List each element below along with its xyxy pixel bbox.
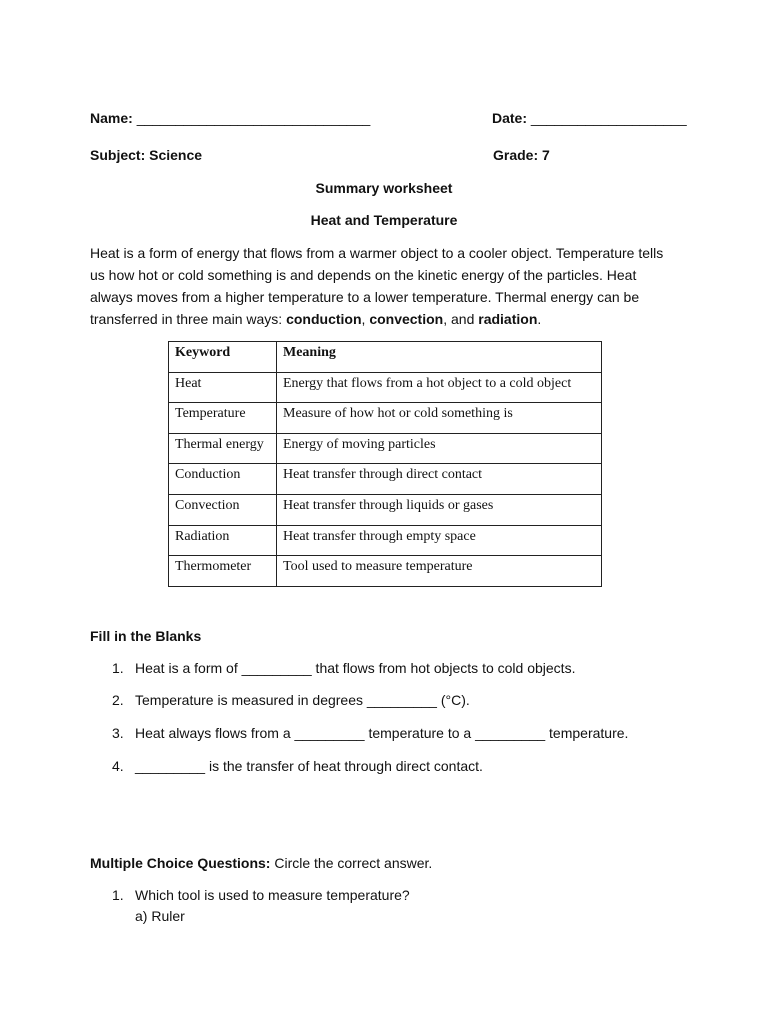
intro-text: Heat is a form of energy that flows from a warmer object to a cooler object. Temperature tells us how hot or cold something is and depends on the kinetic energy of the particles. Heat always moves from a higher temperature to a lower temperature. Thermal energy can be transferred in three main ways: <box>90 245 664 327</box>
name-label: Name: <box>90 110 133 126</box>
keyword-cell: Temperature <box>169 403 277 434</box>
term-conduction: conduction <box>286 311 362 327</box>
keyword-cell: Radiation <box>169 525 277 556</box>
question-text: Which tool is used to measure temperature? <box>135 887 410 903</box>
table-row <box>169 556 602 587</box>
term-radiation: radiation <box>478 311 538 327</box>
list-item <box>112 887 410 903</box>
item-text: Heat always flows from a _________ temperature to a _________ temperature. <box>135 725 629 741</box>
date-label: Date: <box>492 110 528 126</box>
name-field <box>90 110 370 126</box>
list-item <box>112 660 575 676</box>
table-row <box>169 372 602 403</box>
mcq-instruction: Circle the correct answer. <box>270 855 433 871</box>
intro-sep2: , and <box>443 311 479 327</box>
name-blank: ______________________________ <box>136 110 371 126</box>
table-row <box>169 525 602 556</box>
table-row <box>169 403 602 434</box>
vocabulary-table <box>168 341 602 587</box>
meaning-cell: Heat transfer through direct contact <box>277 464 602 495</box>
keyword-cell: Convection <box>169 494 277 525</box>
subject-label: Subject: Science <box>90 147 203 163</box>
item-number: 1. <box>112 660 124 676</box>
item-number: 1. <box>112 887 124 903</box>
table-row <box>169 464 602 495</box>
table-row <box>169 494 602 525</box>
mcq-heading <box>90 855 432 871</box>
list-item <box>112 692 470 708</box>
answer-option: a) Ruler <box>135 908 185 924</box>
keyword-cell: Heat <box>169 372 277 403</box>
meaning-cell: Heat transfer through empty space <box>277 525 602 556</box>
intro-sep1: , <box>361 311 370 327</box>
keyword-cell: Thermal energy <box>169 433 277 464</box>
keyword-cell: Conduction <box>169 464 277 495</box>
table-row <box>169 433 602 464</box>
item-number: 3. <box>112 725 124 741</box>
intro-end: . <box>537 311 542 327</box>
meaning-cell: Energy of moving particles <box>277 433 602 464</box>
meaning-cell: Energy that flows from a hot object to a cold object <box>277 372 602 403</box>
item-text: _________ is the transfer of heat through direct contact. <box>135 758 483 774</box>
term-convection: convection <box>369 311 444 327</box>
list-item <box>112 758 483 774</box>
date-field <box>492 110 687 126</box>
list-item <box>112 725 628 741</box>
fill-blanks-title: Fill in the Blanks <box>90 628 202 644</box>
item-text: Temperature is measured in degrees _________ (°C). <box>135 692 470 708</box>
column-header-keyword: Keyword <box>169 342 277 373</box>
item-text: Heat is a form of _________ that flows from hot objects to cold objects. <box>135 660 576 676</box>
date-blank: ____________________ <box>530 110 687 126</box>
table-header-row <box>169 342 602 373</box>
worksheet-title: Summary worksheet <box>315 180 453 196</box>
item-number: 4. <box>112 758 124 774</box>
keyword-cell: Thermometer <box>169 556 277 587</box>
meaning-cell: Tool used to measure temperature <box>277 556 602 587</box>
meaning-cell: Measure of how hot or cold something is <box>277 403 602 434</box>
worksheet-subtitle: Heat and Temperature <box>310 212 458 228</box>
meaning-cell: Heat transfer through liquids or gases <box>277 494 602 525</box>
grade-label: Grade: 7 <box>493 147 550 163</box>
column-header-meaning: Meaning <box>277 342 602 373</box>
item-number: 2. <box>112 692 124 708</box>
intro-paragraph <box>90 242 680 330</box>
mcq-title: Multiple Choice Questions: <box>90 855 271 871</box>
